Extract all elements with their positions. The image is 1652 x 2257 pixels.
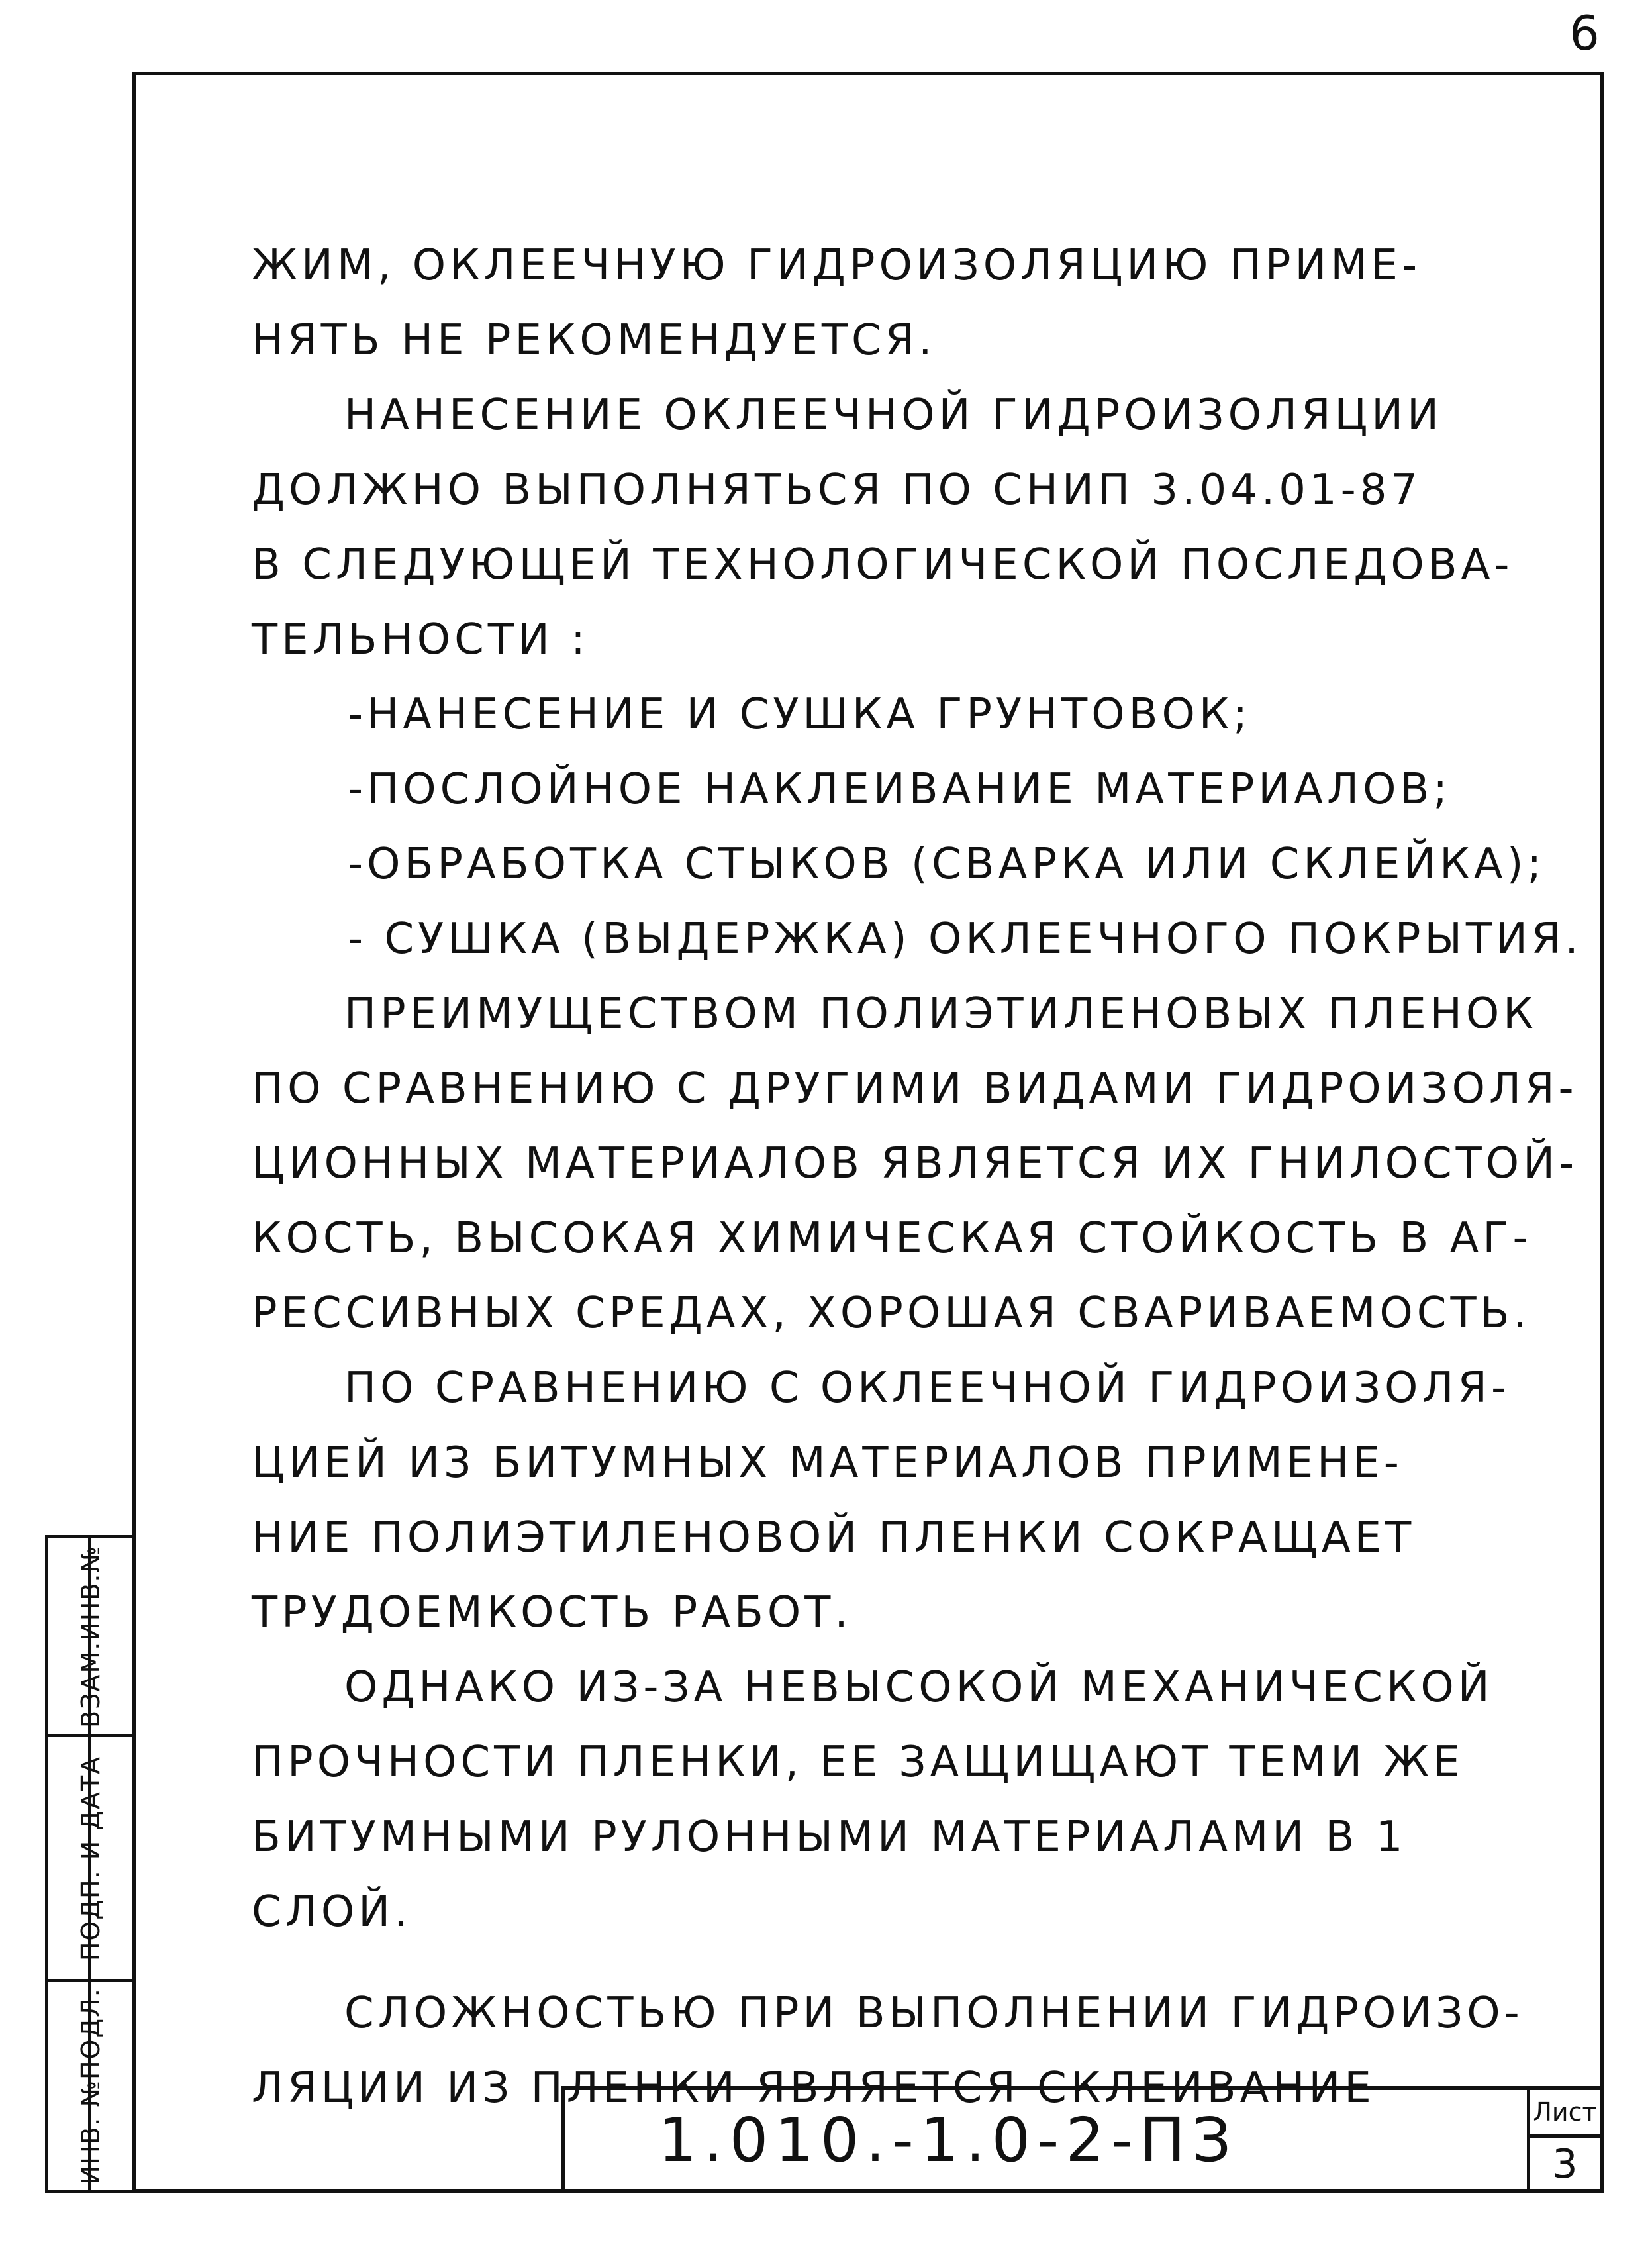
text-line: ПРОЧНОСТИ ПЛЕНКИ, ЕЕ ЗАЩИЩАЮТ ТЕМИ ЖЕ [252,1738,1464,1787]
text-line: НЯТЬ НЕ РЕКОМЕНДУЕТСЯ. [252,316,936,365]
text-line: ЛЯЦИИ ИЗ ПЛЕНКИ ЯВЛЯЕТСЯ СКЛЕИВАНИЕ [252,2064,1375,2113]
text-line: НИЕ ПОЛИЭТИЛЕНОВОЙ ПЛЕНКИ СОКРАЩАЕТ [252,1513,1416,1562]
text-line: ПРЕИМУЩЕСТВОМ ПОЛИЭТИЛЕНОВЫХ ПЛЕНОК [344,989,1537,1038]
text-line: ЦИОННЫХ МАТЕРИАЛОВ ЯВЛЯЕТСЯ ИХ ГНИЛОСТОЙ- [252,1139,1579,1188]
text-line: -НАНЕСЕНИЕ И СУШКА ГРУНТОВОК; [348,690,1251,739]
text-line: ДОЛЖНО ВЫПОЛНЯТЬСЯ ПО СНИП 3.04.01-87 [252,466,1422,515]
text-line: ТЕЛЬНОСТИ : [252,615,589,664]
text-line: ТРУДОЕМКОСТЬ РАБОТ. [252,1588,852,1637]
page-number: 6 [1569,5,1600,61]
text-line: ПО СРАВНЕНИЮ С ОКЛЕЕЧНОЙ ГИДРОИЗОЛЯ- [344,1364,1511,1413]
text-line: -ПОСЛОЙНОЕ НАКЛЕИВАНИЕ МАТЕРИАЛОВ; [348,765,1451,814]
text-line: СЛОЙ. [252,1887,412,1936]
text-line: НАНЕСЕНИЕ ОКЛЕЕЧНОЙ ГИДРОИЗОЛЯЦИИ [344,391,1443,440]
text-line: РЕССИВНЫХ СРЕДАХ, ХОРОШАЯ СВАРИВАЕМОСТЬ. [252,1289,1531,1338]
text-line: -ОБРАБОТКА СТЫКОВ (СВАРКА ИЛИ СКЛЕЙКА); [348,840,1546,889]
stamp-cell-signature-date [48,1737,133,1982]
sheet-number: 3 [1552,2141,1578,2187]
document-code: 1.010.-1.0-2-ПЗ [658,2105,1238,2176]
text-line: БИТУМНЫМИ РУЛОННЫМИ МАТЕРИАЛАМИ В 1 [252,1813,1407,1862]
sheet-cell [1527,2090,1600,2189]
stamp-cell-original-inv [48,1982,133,2190]
stamp-label: ИНВ. №ПОДЛ. [76,1987,105,2185]
stamp-cell-replacement-inv [48,1538,133,1737]
text-line: В СЛЕДУЮЩЕЙ ТЕХНОЛОГИЧЕСКОЙ ПОСЛЕДОВА- [252,540,1514,589]
text-line: ЦИЕЙ ИЗ БИТУМНЫХ МАТЕРИАЛОВ ПРИМЕНЕ- [252,1438,1403,1487]
sheet-label: Лист [1530,2090,1600,2138]
text-line: - СУШКА (ВЫДЕРЖКА) ОКЛЕЕЧНОГО ПОКРЫТИЯ. [348,915,1582,964]
title-block [561,2086,1604,2193]
text-line: ПО СРАВНЕНИЮ С ДРУГИМИ ВИДАМИ ГИДРОИЗОЛЯ- [252,1064,1578,1113]
text-line: КОСТЬ, ВЫСОКАЯ ХИМИЧЕСКАЯ СТОЙКОСТЬ В АГ- [252,1214,1532,1263]
text-line: ЖИМ, ОКЛЕЕЧНУЮ ГИДРОИЗОЛЯЦИЮ ПРИМЕ- [252,241,1422,290]
stamp-label: ПОДП. И ДАТА [76,1755,105,1961]
text-line: СЛОЖНОСТЬЮ ПРИ ВЫПОЛНЕНИИ ГИДРОИЗО- [344,1989,1524,2038]
stamp-label: ВЗАМ.ИНВ.№ [76,1544,105,1728]
text-line: ОДНАКО ИЗ-ЗА НЕВЫСОКОЙ МЕХАНИЧЕСКОЙ [344,1663,1494,1712]
side-stamp [45,1535,136,2193]
